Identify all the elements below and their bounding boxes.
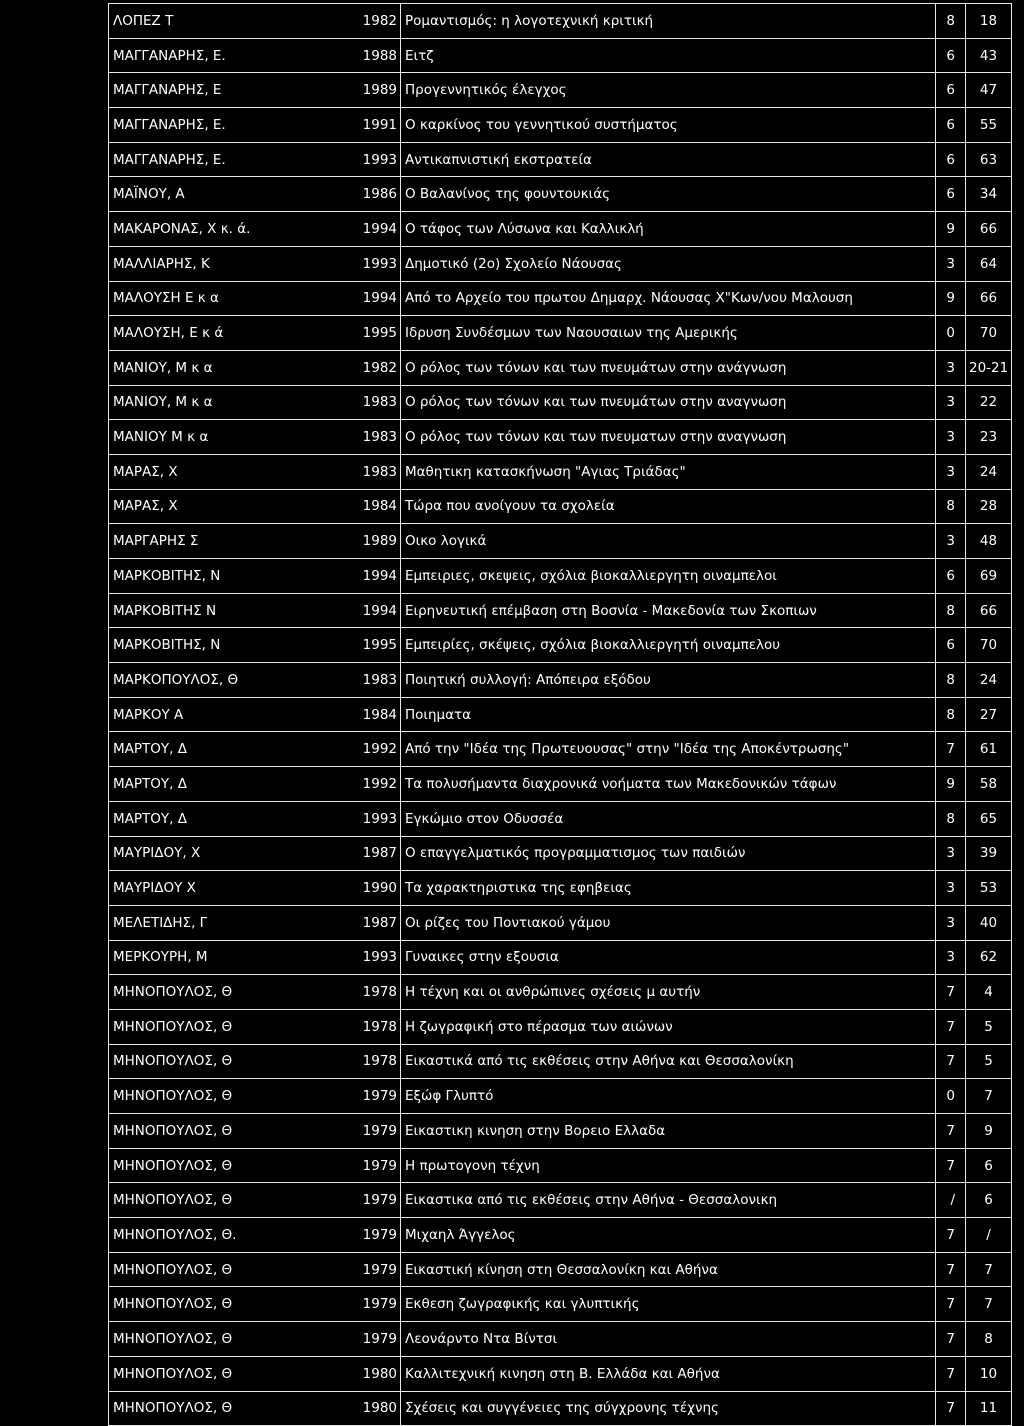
title-cell: Αντικαπνιστική εκστρατεία (401, 142, 936, 177)
table-row (109, 767, 1012, 802)
author-cell: ΜΗΝΟΠΟΥΛΟΣ, Θ (109, 1044, 353, 1079)
title-cell: Η πρωτογονη τέχνη (401, 1148, 936, 1183)
title-cell: Εικαστική κίνηση στη Θεσσαλονίκη και Αθήνα (401, 1252, 936, 1287)
year-cell: 1979 (353, 1218, 401, 1253)
author-cell: ΜΑΡΚΟΒΙΤΗΣ Ν (109, 593, 353, 628)
title-cell: Ποιηματα (401, 697, 936, 732)
volume-cell: 6 (936, 628, 966, 663)
title-cell: Καλλιτεχνική κινηση στη Β. Ελλάδα και Αθήνα (401, 1356, 936, 1391)
author-cell: ΜΑΡΑΣ, Χ (109, 489, 353, 524)
year-cell: 1978 (353, 975, 401, 1010)
title-cell: Ρομαντισμός: η λογοτεχνική κριτική (401, 4, 936, 39)
author-cell: ΜΑΡΑΣ, Χ (109, 454, 353, 489)
year-cell: 1987 (353, 905, 401, 940)
author-cell: ΜΗΝΟΠΟΥΛΟΣ, Θ (109, 1356, 353, 1391)
page-cell: 7 (966, 1252, 1012, 1287)
year-cell: 1995 (353, 316, 401, 351)
page-cell: / (966, 1218, 1012, 1253)
table-row (109, 316, 1012, 351)
volume-cell: 3 (936, 524, 966, 559)
year-cell: 1993 (353, 246, 401, 281)
page-cell: 61 (966, 732, 1012, 767)
year-cell: 1992 (353, 767, 401, 802)
title-cell: Από το Αρχείο του πρωτου Δημαρχ. Νάουσας Χ"Κων/νου Μαλουση (401, 281, 936, 316)
page-cell: 58 (966, 767, 1012, 802)
table-row (109, 246, 1012, 281)
title-cell: Ο ρόλος των τόνων και των πνευμάτων στην αναγνωση (401, 385, 936, 420)
volume-cell: 8 (936, 697, 966, 732)
page-cell: 40 (966, 905, 1012, 940)
year-cell: 1986 (353, 177, 401, 212)
table-row (109, 801, 1012, 836)
year-cell: 1983 (353, 663, 401, 698)
table-row (109, 1287, 1012, 1322)
author-cell: ΜΕΛΕΤΙΔΗΣ, Γ (109, 905, 353, 940)
table-row (109, 1148, 1012, 1183)
title-cell: Η ζωγραφική στο πέρασμα των αιώνων (401, 1009, 936, 1044)
author-cell: ΜΕΡΚΟΥΡΗ, Μ (109, 940, 353, 975)
page-cell: 70 (966, 628, 1012, 663)
table-row (109, 1183, 1012, 1218)
title-cell: Τα χαρακτηριστικα της εφηβειας (401, 871, 936, 906)
table-row (109, 142, 1012, 177)
title-cell: Τα πολυσήμαντα διαχρονικά νοήματα των Μακεδονικών τάφων (401, 767, 936, 802)
page-cell: 23 (966, 420, 1012, 455)
author-cell: ΜΑΝΙΟΥ, Μ κ α (109, 350, 353, 385)
table-row (109, 628, 1012, 663)
title-cell: Προγεννητικός έλεγχος (401, 73, 936, 108)
page-cell: 7 (966, 1079, 1012, 1114)
title-cell: Ο ρόλος των τόνων και των πνευματων στην αναγνωση (401, 420, 936, 455)
title-cell: Η τέχνη και οι ανθρώπινες σχέσεις μ αυτήν (401, 975, 936, 1010)
volume-cell: 8 (936, 801, 966, 836)
volume-cell: 6 (936, 559, 966, 594)
year-cell: 1994 (353, 281, 401, 316)
table-row (109, 524, 1012, 559)
title-cell: Ο ρόλος των τόνων και των πνευμάτων στην ανάγνωση (401, 350, 936, 385)
index-table (108, 3, 1012, 1426)
year-cell: 1993 (353, 940, 401, 975)
volume-cell: 3 (936, 940, 966, 975)
author-cell: ΜΗΝΟΠΟΥΛΟΣ, Θ (109, 1322, 353, 1357)
year-cell: 1993 (353, 142, 401, 177)
volume-cell: 7 (936, 1322, 966, 1357)
volume-cell: / (936, 1183, 966, 1218)
page-cell: 66 (966, 593, 1012, 628)
author-cell: ΜΑΝΙΟΥ Μ κ α (109, 420, 353, 455)
author-cell: ΜΗΝΟΠΟΥΛΟΣ, Θ (109, 1183, 353, 1218)
volume-cell: 7 (936, 1009, 966, 1044)
page-cell: 24 (966, 663, 1012, 698)
table-row (109, 940, 1012, 975)
title-cell: Εξώφ Γλυπτό (401, 1079, 936, 1114)
table-row (109, 385, 1012, 420)
author-cell: ΜΗΝΟΠΟΥΛΟΣ, Θ (109, 1287, 353, 1322)
volume-cell: 8 (936, 663, 966, 698)
table-row (109, 593, 1012, 628)
year-cell: 1979 (353, 1322, 401, 1357)
author-cell: ΜΑΛΟΥΣΗ, Ε κ ά (109, 316, 353, 351)
page-cell: 69 (966, 559, 1012, 594)
volume-cell: 3 (936, 905, 966, 940)
table-row (109, 1391, 1012, 1426)
volume-cell: 7 (936, 1148, 966, 1183)
author-cell: ΜΗΝΟΠΟΥΛΟΣ, Θ (109, 1148, 353, 1183)
title-cell: Οι ρίζες του Ποντιακού γάμου (401, 905, 936, 940)
title-cell: Εκθεση ζωγραφικής και γλυπτικής (401, 1287, 936, 1322)
page-cell: 5 (966, 1009, 1012, 1044)
year-cell: 1990 (353, 871, 401, 906)
title-cell: Ο τάφος των Λύσωνα και Καλλικλή (401, 212, 936, 247)
page-cell: 70 (966, 316, 1012, 351)
table-row (109, 663, 1012, 698)
page-cell: 8 (966, 1322, 1012, 1357)
year-cell: 1989 (353, 524, 401, 559)
page-cell: 4 (966, 975, 1012, 1010)
author-cell: ΛΟΠΕΖ Τ (109, 4, 353, 39)
title-cell: Μιχαηλ Άγγελος (401, 1218, 936, 1253)
page-cell: 22 (966, 385, 1012, 420)
title-cell: Γυναικες στην εξουσια (401, 940, 936, 975)
page-cell: 53 (966, 871, 1012, 906)
page-cell: 64 (966, 246, 1012, 281)
table-row (109, 38, 1012, 73)
volume-cell: 7 (936, 1218, 966, 1253)
author-cell: ΜΑΓΓΑΝΑΡΗΣ, Ε. (109, 142, 353, 177)
author-cell: ΜΑΪΝΟΥ, Α (109, 177, 353, 212)
title-cell: Εικαστικά από τις εκθέσεις στην Αθήνα και Θεσσαλονίκη (401, 1044, 936, 1079)
author-cell: ΜΑΚΑΡΟΝΑΣ, Χ κ. ά. (109, 212, 353, 247)
volume-cell: 7 (936, 732, 966, 767)
year-cell: 1988 (353, 38, 401, 73)
year-cell: 1982 (353, 350, 401, 385)
year-cell: 1984 (353, 697, 401, 732)
author-cell: ΜΑΡΚΟΒΙΤΗΣ, Ν (109, 628, 353, 663)
volume-cell: 3 (936, 836, 966, 871)
title-cell: Ο επαγγελματικός προγραμματισμος των παιδιών (401, 836, 936, 871)
page-cell: 66 (966, 281, 1012, 316)
volume-cell: 3 (936, 385, 966, 420)
volume-cell: 3 (936, 246, 966, 281)
year-cell: 1993 (353, 801, 401, 836)
page-cell: 10 (966, 1356, 1012, 1391)
year-cell: 1982 (353, 4, 401, 39)
year-cell: 1994 (353, 212, 401, 247)
year-cell: 1978 (353, 1044, 401, 1079)
volume-cell: 0 (936, 316, 966, 351)
year-cell: 1979 (353, 1114, 401, 1149)
page-cell: 65 (966, 801, 1012, 836)
volume-cell: 6 (936, 177, 966, 212)
page-cell: 66 (966, 212, 1012, 247)
page-cell: 39 (966, 836, 1012, 871)
page-cell: 48 (966, 524, 1012, 559)
volume-cell: 7 (936, 1356, 966, 1391)
page-cell: 6 (966, 1148, 1012, 1183)
author-cell: ΜΑΡΤΟΥ, Δ (109, 801, 353, 836)
title-cell: Εικαστικα από τις εκθέσεις στην Αθήνα - Θεσσαλονικη (401, 1183, 936, 1218)
volume-cell: 8 (936, 489, 966, 524)
author-cell: ΜΑΡΓΑΡΗΣ Σ (109, 524, 353, 559)
page-cell: 7 (966, 1287, 1012, 1322)
page-cell: 28 (966, 489, 1012, 524)
author-cell: ΜΑΥΡΙΔΟΥ Χ (109, 871, 353, 906)
volume-cell: 9 (936, 767, 966, 802)
table-row (109, 454, 1012, 489)
page-cell: 62 (966, 940, 1012, 975)
title-cell: Εγκώμιο στον Οδυσσέα (401, 801, 936, 836)
table-row (109, 73, 1012, 108)
author-cell: ΜΗΝΟΠΟΥΛΟΣ, Θ (109, 1114, 353, 1149)
title-cell: Εικαστικη κινηση στην Βορειο Ελλαδα (401, 1114, 936, 1149)
author-cell: ΜΑΡΚΟΒΙΤΗΣ, Ν (109, 559, 353, 594)
table-row (109, 1322, 1012, 1357)
year-cell: 1980 (353, 1356, 401, 1391)
table-row (109, 281, 1012, 316)
volume-cell: 3 (936, 454, 966, 489)
table-row (109, 836, 1012, 871)
table-row (109, 177, 1012, 212)
table-row (109, 4, 1012, 39)
author-cell: ΜΑΥΡΙΔΟΥ, Χ (109, 836, 353, 871)
volume-cell: 3 (936, 871, 966, 906)
year-cell: 1994 (353, 593, 401, 628)
author-cell: ΜΑΓΓΑΝΑΡΗΣ, Ε. (109, 38, 353, 73)
title-cell: Ειτζ (401, 38, 936, 73)
volume-cell: 6 (936, 38, 966, 73)
page-cell: 9 (966, 1114, 1012, 1149)
table-row (109, 420, 1012, 455)
year-cell: 1978 (353, 1009, 401, 1044)
title-cell: Εμπειριες, σκεψεις, σχόλια βιοκαλλιεργητη οιναμπελοι (401, 559, 936, 594)
table-row (109, 1356, 1012, 1391)
author-cell: ΜΑΡΤΟΥ, Δ (109, 732, 353, 767)
year-cell: 1995 (353, 628, 401, 663)
volume-cell: 6 (936, 142, 966, 177)
table-row (109, 1252, 1012, 1287)
table-row (109, 905, 1012, 940)
page-cell: 24 (966, 454, 1012, 489)
volume-cell: 7 (936, 1287, 966, 1322)
page-cell: 43 (966, 38, 1012, 73)
page-cell: 47 (966, 73, 1012, 108)
title-cell: Ο Βαλανίνος της φουντουκιάς (401, 177, 936, 212)
table-row (109, 1114, 1012, 1149)
title-cell: Εμπειρίες, σκέψεις, σχόλια βιοκαλλιεργητή οιναμπελου (401, 628, 936, 663)
page-cell: 6 (966, 1183, 1012, 1218)
title-cell: Από την "Ιδέα της Πρωτευουσας" στην "Ιδέα της Αποκέντρωσης" (401, 732, 936, 767)
year-cell: 1983 (353, 420, 401, 455)
volume-cell: 7 (936, 975, 966, 1010)
title-cell: Λεονάρντο Ντα Βίντσι (401, 1322, 936, 1357)
volume-cell: 6 (936, 73, 966, 108)
year-cell: 1994 (353, 559, 401, 594)
table-row (109, 1079, 1012, 1114)
title-cell: Ο καρκίνος του γεννητικού συστήματος (401, 108, 936, 143)
year-cell: 1979 (353, 1183, 401, 1218)
table-row (109, 1218, 1012, 1253)
volume-cell: 7 (936, 1252, 966, 1287)
title-cell: Δημοτικό (2ο) Σχολείο Νάουσας (401, 246, 936, 281)
volume-cell: 7 (936, 1114, 966, 1149)
volume-cell: 8 (936, 593, 966, 628)
volume-cell: 6 (936, 108, 966, 143)
title-cell: Ποιητική συλλογή: Απόπειρα εξόδου (401, 663, 936, 698)
year-cell: 1979 (353, 1079, 401, 1114)
year-cell: 1980 (353, 1391, 401, 1426)
page-cell: 63 (966, 142, 1012, 177)
table-row (109, 108, 1012, 143)
year-cell: 1979 (353, 1287, 401, 1322)
year-cell: 1989 (353, 73, 401, 108)
page-cell: 11 (966, 1391, 1012, 1426)
author-cell: ΜΗΝΟΠΟΥΛΟΣ, Θ (109, 975, 353, 1010)
title-cell: Ειρηνευτική επέμβαση στη Βοσνία - Μακεδονία των Σκοπιων (401, 593, 936, 628)
year-cell: 1991 (353, 108, 401, 143)
volume-cell: 8 (936, 4, 966, 39)
volume-cell: 7 (936, 1391, 966, 1426)
table-row (109, 975, 1012, 1010)
author-cell: ΜΑΓΓΑΝΑΡΗΣ, Ε. (109, 108, 353, 143)
volume-cell: 9 (936, 281, 966, 316)
author-cell: ΜΗΝΟΠΟΥΛΟΣ, Θ (109, 1391, 353, 1426)
title-cell: Οικο λογικά (401, 524, 936, 559)
author-cell: ΜΑΡΚΟΠΟΥΛΟΣ, Θ (109, 663, 353, 698)
page-cell: 5 (966, 1044, 1012, 1079)
title-cell: Μαθητικη κατασκήνωση "Αγιας Τριάδας" (401, 454, 936, 489)
year-cell: 1979 (353, 1148, 401, 1183)
table-row (109, 1009, 1012, 1044)
title-cell: Τώρα που ανοίγουν τα σχολεία (401, 489, 936, 524)
table-row (109, 697, 1012, 732)
title-cell: Σχέσεις και συγγένειες της σύγχρονης τέχνης (401, 1391, 936, 1426)
volume-cell: 0 (936, 1079, 966, 1114)
year-cell: 1979 (353, 1252, 401, 1287)
page-cell: 18 (966, 4, 1012, 39)
page-cell: 27 (966, 697, 1012, 732)
year-cell: 1983 (353, 454, 401, 489)
table-row (109, 489, 1012, 524)
year-cell: 1992 (353, 732, 401, 767)
author-cell: ΜΑΡΚΟΥ Α (109, 697, 353, 732)
author-cell: ΜΗΝΟΠΟΥΛΟΣ, Θ. (109, 1218, 353, 1253)
page-cell: 20-21 (966, 350, 1012, 385)
author-cell: ΜΑΛΟΥΣΗ Ε κ α (109, 281, 353, 316)
table-row (109, 732, 1012, 767)
title-cell: Ιδρυση Συνδέσμων των Ναουσαιων της Αμερικής (401, 316, 936, 351)
author-cell: ΜΑΝΙΟΥ, Μ κ α (109, 385, 353, 420)
table-row (109, 871, 1012, 906)
volume-cell: 9 (936, 212, 966, 247)
table-row (109, 559, 1012, 594)
volume-cell: 7 (936, 1044, 966, 1079)
table-row (109, 350, 1012, 385)
page-cell: 55 (966, 108, 1012, 143)
author-cell: ΜΗΝΟΠΟΥΛΟΣ, Θ (109, 1079, 353, 1114)
index-rows (109, 4, 1012, 1426)
author-cell: ΜΑΓΓΑΝΑΡΗΣ, Ε (109, 73, 353, 108)
volume-cell: 3 (936, 350, 966, 385)
table-row (109, 212, 1012, 247)
author-cell: ΜΗΝΟΠΟΥΛΟΣ, Θ (109, 1252, 353, 1287)
author-cell: ΜΑΡΤΟΥ, Δ (109, 767, 353, 802)
volume-cell: 3 (936, 420, 966, 455)
year-cell: 1984 (353, 489, 401, 524)
year-cell: 1983 (353, 385, 401, 420)
author-cell: ΜΑΛΛΙΑΡΗΣ, Κ (109, 246, 353, 281)
author-cell: ΜΗΝΟΠΟΥΛΟΣ, Θ (109, 1009, 353, 1044)
year-cell: 1987 (353, 836, 401, 871)
table-row (109, 1044, 1012, 1079)
page-cell: 34 (966, 177, 1012, 212)
